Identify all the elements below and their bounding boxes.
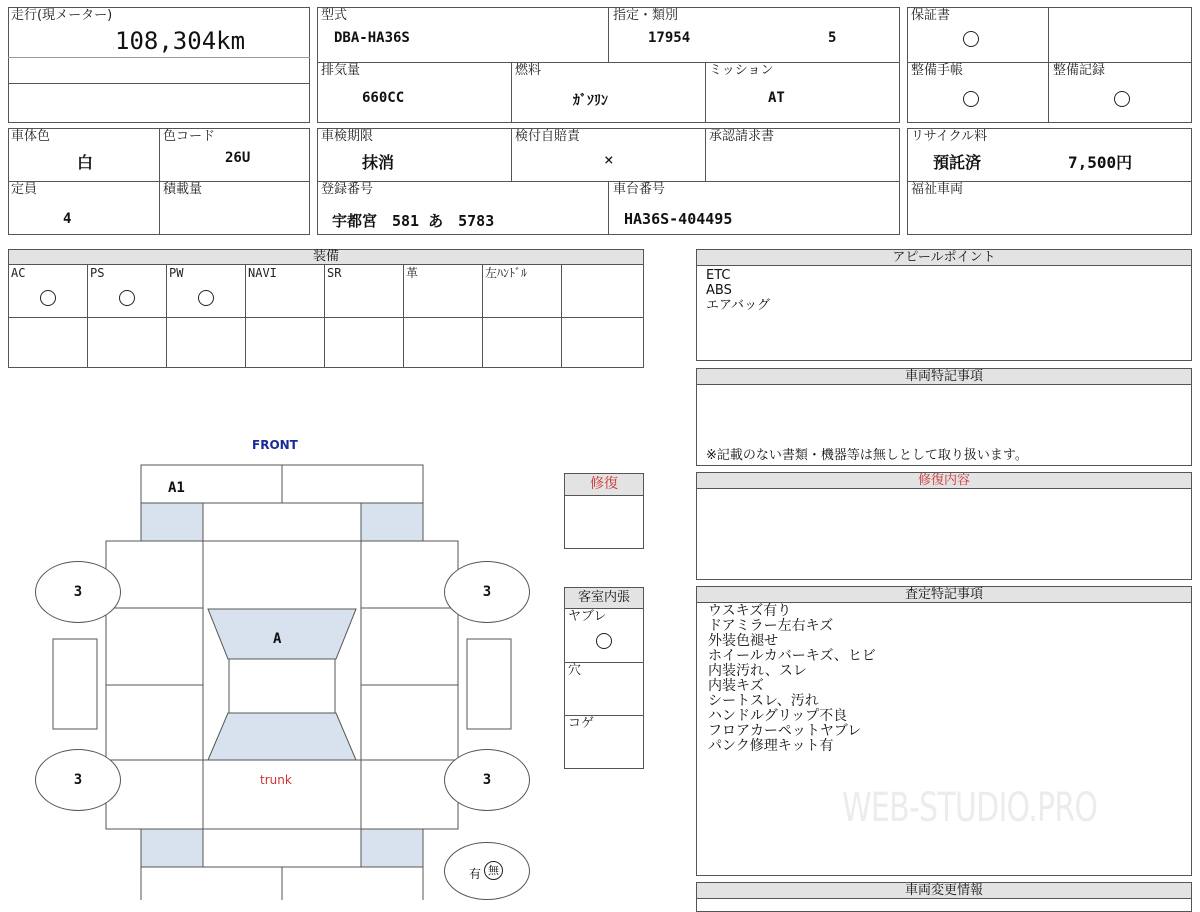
assessment-item: ウスキズ有り bbox=[708, 603, 792, 619]
assessment-item: パンク修理キット有 bbox=[708, 738, 834, 754]
equipment-item-label: 革 bbox=[406, 266, 419, 280]
body-color-label: 車体色 bbox=[11, 129, 51, 144]
designation-label: 指定・類別 bbox=[613, 8, 679, 23]
liability-value: × bbox=[604, 150, 614, 169]
equipment-check-icon bbox=[40, 290, 56, 306]
displacement-label: 排気量 bbox=[321, 63, 361, 78]
tire-front-left: 3 bbox=[35, 561, 121, 623]
equipment-item-label: PW bbox=[169, 266, 184, 280]
equipment-item-label: NAVI bbox=[248, 266, 277, 280]
fuel-label: 燃料 bbox=[515, 63, 542, 78]
transmission-value: AT bbox=[768, 90, 785, 106]
interior-tear-label: ヤブレ bbox=[568, 609, 607, 624]
liability-label: 検付自賠責 bbox=[515, 129, 581, 144]
capacity-value: 4 bbox=[63, 211, 72, 227]
assessment-list bbox=[708, 604, 876, 754]
equipment-check-icon bbox=[119, 290, 135, 306]
maintenance-record-label: 整備記録 bbox=[1053, 63, 1106, 78]
spare-no-label: 無 bbox=[484, 861, 503, 880]
front-label: FRONT bbox=[252, 438, 298, 452]
designation-value1: 17954 bbox=[648, 30, 691, 46]
odometer-value: 108,304km bbox=[115, 27, 246, 55]
repair-box-title: 修復 bbox=[565, 474, 643, 496]
designation-value2: 5 bbox=[828, 30, 837, 46]
recycle-label: リサイクル料 bbox=[911, 129, 988, 144]
model-label: 型式 bbox=[321, 8, 348, 23]
assessment-title: 査定特記事項 bbox=[697, 587, 1191, 603]
equipment-title: 装備 bbox=[9, 250, 643, 265]
recycle-amount: 7,500円 bbox=[1068, 153, 1133, 172]
interior-tear-check-icon bbox=[596, 633, 612, 649]
chassis-label: 車台番号 bbox=[613, 182, 666, 197]
registration-value: 宇都宮 581 あ 5783 bbox=[332, 212, 495, 230]
inspection-label: 車検期限 bbox=[321, 129, 374, 144]
maintenance-record-check-icon bbox=[1114, 91, 1130, 107]
equipment-item-label: AC bbox=[11, 266, 26, 280]
warranty-check-icon bbox=[963, 31, 979, 47]
color-code-label: 色コード bbox=[163, 129, 216, 144]
roof-mark: A bbox=[273, 631, 282, 647]
appeal-item: エアバッグ bbox=[706, 298, 770, 313]
body-color-value: 白 bbox=[76, 153, 93, 172]
assessment-item: 内装汚れ、スレ bbox=[708, 663, 807, 679]
interior-hole-label: 穴 bbox=[568, 663, 582, 678]
maintenance-notebook-label: 整備手帳 bbox=[911, 63, 964, 78]
car-diagram bbox=[0, 430, 560, 900]
inspection-value: 抹消 bbox=[362, 153, 395, 172]
assessment-item: フロアカーペットヤブレ bbox=[708, 723, 862, 739]
equipment-check-icon bbox=[198, 290, 214, 306]
vehicle-change-title: 車両変更情報 bbox=[697, 883, 1191, 899]
approval-request-label: 承認請求書 bbox=[709, 129, 775, 144]
equipment-item-label: SR bbox=[327, 266, 342, 280]
spare-yes-label: 有 bbox=[469, 867, 482, 881]
registration-label: 登録番号 bbox=[321, 182, 374, 197]
trunk-label: trunk bbox=[260, 773, 292, 787]
assessment-item: ドアミラー左右キズ bbox=[708, 618, 834, 634]
fuel-value: ｶﾞｿﾘﾝ bbox=[573, 93, 608, 109]
maintenance-notebook-check-icon bbox=[963, 91, 979, 107]
tire-rear-left: 3 bbox=[35, 749, 121, 811]
assessment-item: ハンドルグリップ不良 bbox=[708, 708, 848, 724]
odometer-label: 走行(現メーター) bbox=[11, 8, 113, 23]
assessment-item: シートスレ、汚れ bbox=[708, 693, 819, 709]
spare-tire bbox=[444, 842, 530, 900]
warranty-label: 保証書 bbox=[911, 8, 951, 23]
appeal-item: ABS bbox=[706, 283, 732, 298]
odometer-box bbox=[8, 7, 310, 123]
appeal-item: ETC bbox=[706, 268, 731, 283]
assessment-item: 内装キズ bbox=[708, 678, 764, 694]
vehicle-notes-text: ※記載のない書類・機器等は無しとして取り扱います。 bbox=[706, 448, 1028, 463]
capacity-label: 定員 bbox=[11, 182, 38, 197]
equipment-item-label: PS bbox=[90, 266, 105, 280]
appeal-title: アピールポイント bbox=[697, 250, 1191, 266]
repair-content-title: 修復内容 bbox=[697, 473, 1191, 489]
assessment-item: ホイールカバーキズ、ヒビ bbox=[708, 648, 876, 664]
displacement-value: 660CC bbox=[362, 90, 405, 106]
appeal-list bbox=[706, 268, 770, 313]
load-capacity-label: 積載量 bbox=[163, 182, 203, 197]
interior-burn-label: コゲ bbox=[568, 716, 595, 731]
chassis-value: HA36S-404495 bbox=[624, 210, 733, 228]
vehicle-notes-title: 車両特記事項 bbox=[697, 369, 1191, 385]
color-code-value: 26U bbox=[225, 150, 251, 166]
welfare-label: 福祉車両 bbox=[911, 182, 964, 197]
tire-front-right: 3 bbox=[444, 561, 530, 623]
model-value: DBA-HA36S bbox=[334, 30, 410, 46]
hood-mark: A1 bbox=[168, 480, 185, 496]
equipment-item-label: 左ﾊﾝﾄﾞﾙ bbox=[485, 266, 528, 280]
interior-title: 客室内張 bbox=[565, 588, 643, 609]
tire-rear-right: 3 bbox=[444, 749, 530, 811]
recycle-status: 預託済 bbox=[933, 153, 982, 172]
assessment-item: 外装色褪せ bbox=[708, 633, 778, 649]
watermark: WEB-STUDIO.PRO bbox=[842, 785, 1098, 831]
transmission-label: ミッション bbox=[709, 63, 774, 78]
